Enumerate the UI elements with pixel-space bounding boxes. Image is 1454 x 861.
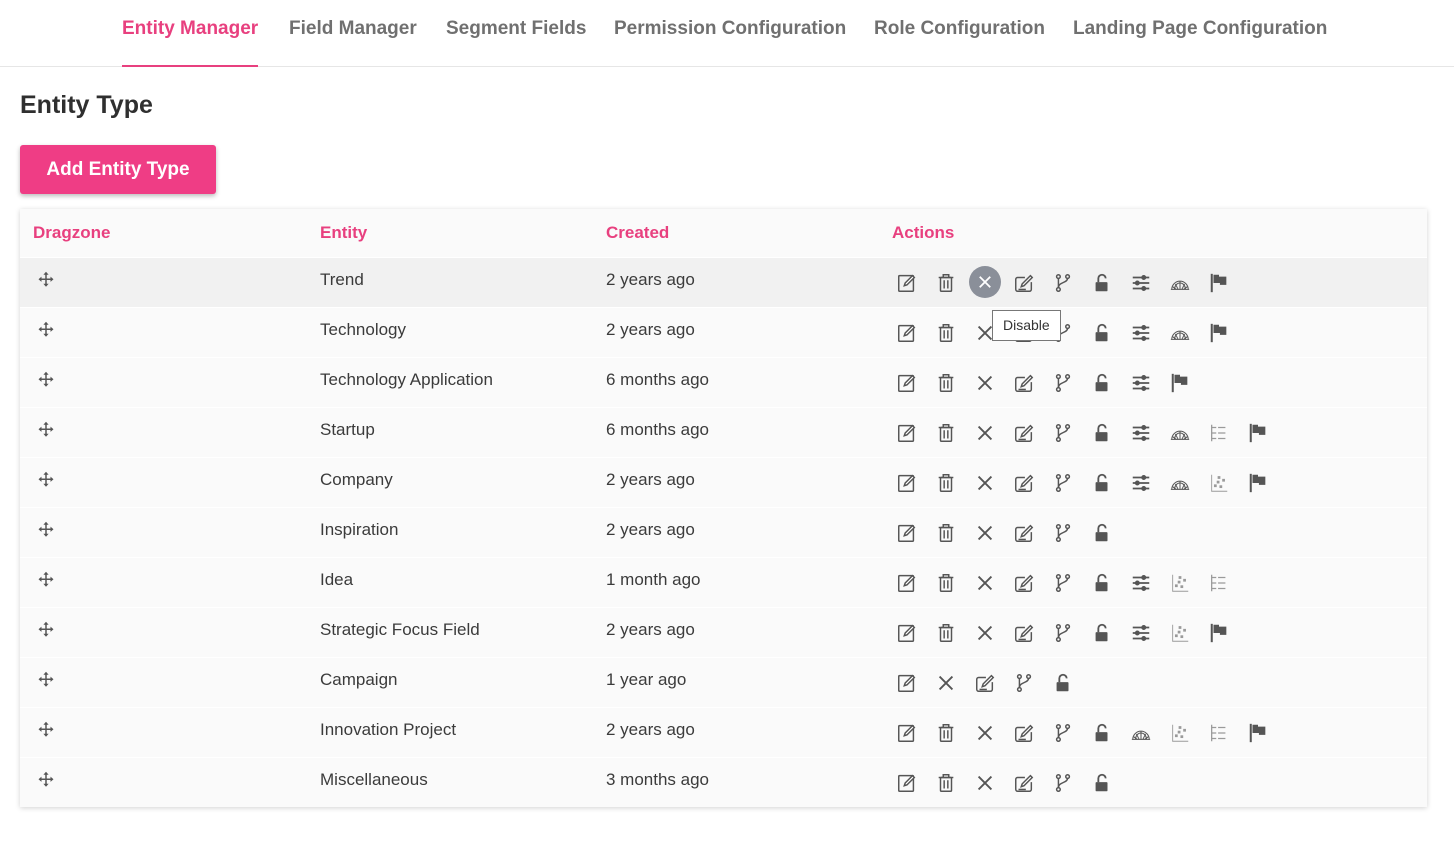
flag-icon[interactable] bbox=[1206, 270, 1232, 296]
edit-icon[interactable] bbox=[894, 670, 920, 696]
drag-handle-icon[interactable] bbox=[37, 671, 55, 689]
table-row bbox=[20, 657, 1427, 707]
sliders-icon[interactable] bbox=[1128, 270, 1154, 296]
drag-handle-icon[interactable] bbox=[37, 421, 55, 439]
entity-table bbox=[20, 209, 1427, 807]
unlock-icon[interactable] bbox=[1089, 420, 1115, 446]
entity-name: Idea bbox=[320, 570, 354, 589]
drag-handle-icon[interactable] bbox=[37, 571, 55, 589]
branch-icon[interactable] bbox=[1050, 470, 1076, 496]
created-date: 2 years ago bbox=[606, 470, 695, 489]
entity-name: Company bbox=[320, 470, 393, 489]
dome-icon[interactable] bbox=[1128, 720, 1154, 746]
edit-icon[interactable] bbox=[894, 770, 920, 796]
pencil-box-icon[interactable] bbox=[1011, 720, 1037, 746]
header-entity: Entity bbox=[320, 223, 368, 242]
trash-icon[interactable] bbox=[933, 420, 959, 446]
drag-handle-icon[interactable] bbox=[37, 471, 55, 489]
pencil-box-icon[interactable] bbox=[1011, 770, 1037, 796]
dome-icon[interactable] bbox=[1167, 320, 1193, 346]
pencil-box-icon[interactable] bbox=[1011, 370, 1037, 396]
flag-icon[interactable] bbox=[1167, 370, 1193, 396]
drag-handle-icon[interactable] bbox=[37, 771, 55, 789]
unlock-icon[interactable] bbox=[1089, 320, 1115, 346]
table-row bbox=[20, 257, 1427, 307]
pencil-box-icon[interactable] bbox=[1011, 470, 1037, 496]
drag-handle-icon[interactable] bbox=[37, 521, 55, 539]
pencil-box-icon[interactable] bbox=[1011, 570, 1037, 596]
dome-icon[interactable] bbox=[1167, 420, 1193, 446]
created-date: 2 years ago bbox=[606, 620, 695, 639]
pencil-box-icon[interactable] bbox=[1011, 620, 1037, 646]
sliders-icon[interactable] bbox=[1128, 620, 1154, 646]
drag-handle-icon[interactable] bbox=[37, 621, 55, 639]
drag-handle-icon[interactable] bbox=[37, 371, 55, 389]
close-icon[interactable] bbox=[972, 420, 998, 446]
entity-name: Inspiration bbox=[320, 520, 399, 539]
created-date: 6 months ago bbox=[606, 420, 710, 439]
branch-icon[interactable] bbox=[1050, 370, 1076, 396]
pencil-box-icon[interactable] bbox=[1011, 520, 1037, 546]
edit-icon[interactable] bbox=[894, 720, 920, 746]
add-entity-type-button[interactable]: Add Entity Type bbox=[20, 145, 216, 194]
trash-icon[interactable] bbox=[933, 720, 959, 746]
entity-name: Technology Application bbox=[320, 370, 493, 389]
table-row bbox=[20, 707, 1427, 757]
flag-icon[interactable] bbox=[1245, 420, 1271, 446]
disable-tooltip: Disable bbox=[992, 310, 1061, 341]
branch-icon[interactable] bbox=[1050, 770, 1076, 796]
sliders-icon[interactable] bbox=[1128, 320, 1154, 346]
drag-handle-icon[interactable] bbox=[37, 271, 55, 289]
scatter-icon[interactable] bbox=[1167, 620, 1193, 646]
close-icon[interactable] bbox=[972, 720, 998, 746]
created-date: 2 years ago bbox=[606, 720, 695, 739]
unlock-icon[interactable] bbox=[1089, 720, 1115, 746]
drag-handle-icon[interactable] bbox=[37, 321, 55, 339]
pencil-box-icon[interactable] bbox=[1011, 270, 1037, 296]
entity-name: Innovation Project bbox=[320, 720, 457, 739]
table-row bbox=[20, 407, 1427, 457]
unlock-icon[interactable] bbox=[1050, 670, 1076, 696]
edit-icon[interactable] bbox=[894, 470, 920, 496]
branch-icon[interactable] bbox=[1050, 270, 1076, 296]
tab-permission-configuration[interactable]: Permission Configuration bbox=[614, 18, 847, 39]
tab-field-manager[interactable]: Field Manager bbox=[289, 18, 417, 39]
table-row bbox=[20, 507, 1427, 557]
dome-icon[interactable] bbox=[1167, 270, 1193, 296]
list-icon[interactable] bbox=[1206, 720, 1232, 746]
scatter-icon[interactable] bbox=[1206, 470, 1232, 496]
entity-name: Campaign bbox=[320, 670, 398, 689]
header-dragzone: Dragzone bbox=[33, 223, 111, 242]
top-nav bbox=[0, 0, 1454, 67]
pencil-box-icon[interactable] bbox=[1011, 420, 1037, 446]
close-icon[interactable] bbox=[972, 570, 998, 596]
table-row bbox=[20, 757, 1427, 807]
trash-icon[interactable] bbox=[933, 470, 959, 496]
unlock-icon[interactable] bbox=[1089, 620, 1115, 646]
table-header bbox=[20, 209, 1427, 257]
tab-segment-fields[interactable]: Segment Fields bbox=[446, 18, 587, 39]
close-icon[interactable] bbox=[972, 620, 998, 646]
flag-icon[interactable] bbox=[1206, 320, 1232, 346]
table-row bbox=[20, 307, 1427, 357]
unlock-icon[interactable] bbox=[1089, 470, 1115, 496]
branch-icon[interactable] bbox=[1050, 520, 1076, 546]
tab-role-configuration[interactable]: Role Configuration bbox=[874, 18, 1045, 39]
edit-icon[interactable] bbox=[894, 620, 920, 646]
table-row bbox=[20, 457, 1427, 507]
table-body bbox=[20, 257, 1427, 807]
trash-icon[interactable] bbox=[933, 570, 959, 596]
page-title: Entity Type bbox=[20, 91, 153, 119]
header-actions: Actions bbox=[892, 223, 955, 242]
header-created: Created bbox=[606, 223, 670, 242]
pencil-box-icon[interactable] bbox=[972, 670, 998, 696]
close-icon[interactable] bbox=[972, 470, 998, 496]
close-icon[interactable] bbox=[969, 266, 1001, 298]
sliders-icon[interactable] bbox=[1128, 470, 1154, 496]
trash-icon[interactable] bbox=[933, 520, 959, 546]
created-date: 1 month ago bbox=[606, 570, 701, 589]
trash-icon[interactable] bbox=[933, 320, 959, 346]
table-row bbox=[20, 557, 1427, 607]
scatter-icon[interactable] bbox=[1167, 570, 1193, 596]
edit-icon[interactable] bbox=[894, 420, 920, 446]
branch-icon[interactable] bbox=[1050, 570, 1076, 596]
flag-icon[interactable] bbox=[1245, 470, 1271, 496]
tab-landing-page-configuration[interactable]: Landing Page Configuration bbox=[1073, 18, 1328, 39]
unlock-icon[interactable] bbox=[1089, 570, 1115, 596]
entity-name: Trend bbox=[320, 270, 364, 289]
created-date: 1 year ago bbox=[606, 670, 687, 689]
scatter-icon[interactable] bbox=[1167, 720, 1193, 746]
unlock-icon[interactable] bbox=[1089, 370, 1115, 396]
trash-icon[interactable] bbox=[933, 770, 959, 796]
created-date: 2 years ago bbox=[606, 270, 695, 289]
trash-icon[interactable] bbox=[933, 270, 959, 296]
entity-name: Strategic Focus Field bbox=[320, 620, 480, 639]
edit-icon[interactable] bbox=[894, 520, 920, 546]
close-icon[interactable] bbox=[972, 770, 998, 796]
created-date: 3 months ago bbox=[606, 770, 710, 789]
dome-icon[interactable] bbox=[1167, 470, 1193, 496]
branch-icon[interactable] bbox=[1050, 420, 1076, 446]
created-date: 6 months ago bbox=[606, 370, 710, 389]
edit-icon[interactable] bbox=[894, 270, 920, 296]
table-row bbox=[20, 607, 1427, 657]
close-icon[interactable] bbox=[933, 670, 959, 696]
unlock-icon[interactable] bbox=[1089, 270, 1115, 296]
edit-icon[interactable] bbox=[894, 320, 920, 346]
flag-icon[interactable] bbox=[1206, 620, 1232, 646]
unlock-icon[interactable] bbox=[1089, 770, 1115, 796]
table-row bbox=[20, 357, 1427, 407]
sliders-icon[interactable] bbox=[1128, 570, 1154, 596]
trash-icon[interactable] bbox=[933, 370, 959, 396]
branch-icon[interactable] bbox=[1011, 670, 1037, 696]
close-icon[interactable] bbox=[972, 370, 998, 396]
flag-icon[interactable] bbox=[1245, 720, 1271, 746]
branch-icon[interactable] bbox=[1050, 720, 1076, 746]
trash-icon[interactable] bbox=[933, 620, 959, 646]
entity-name: Startup bbox=[320, 420, 375, 439]
close-icon[interactable] bbox=[972, 520, 998, 546]
created-date: 2 years ago bbox=[606, 320, 695, 339]
list-icon[interactable] bbox=[1206, 570, 1232, 596]
list-icon[interactable] bbox=[1206, 420, 1232, 446]
sliders-icon[interactable] bbox=[1128, 370, 1154, 396]
drag-handle-icon[interactable] bbox=[37, 721, 55, 739]
unlock-icon[interactable] bbox=[1089, 520, 1115, 546]
created-date: 2 years ago bbox=[606, 520, 695, 539]
edit-icon[interactable] bbox=[894, 570, 920, 596]
sliders-icon[interactable] bbox=[1128, 420, 1154, 446]
entity-name: Miscellaneous bbox=[320, 770, 428, 789]
edit-icon[interactable] bbox=[894, 370, 920, 396]
tab-entity-manager[interactable]: Entity Manager bbox=[122, 18, 258, 67]
branch-icon[interactable] bbox=[1050, 620, 1076, 646]
entity-name: Technology bbox=[320, 320, 407, 339]
